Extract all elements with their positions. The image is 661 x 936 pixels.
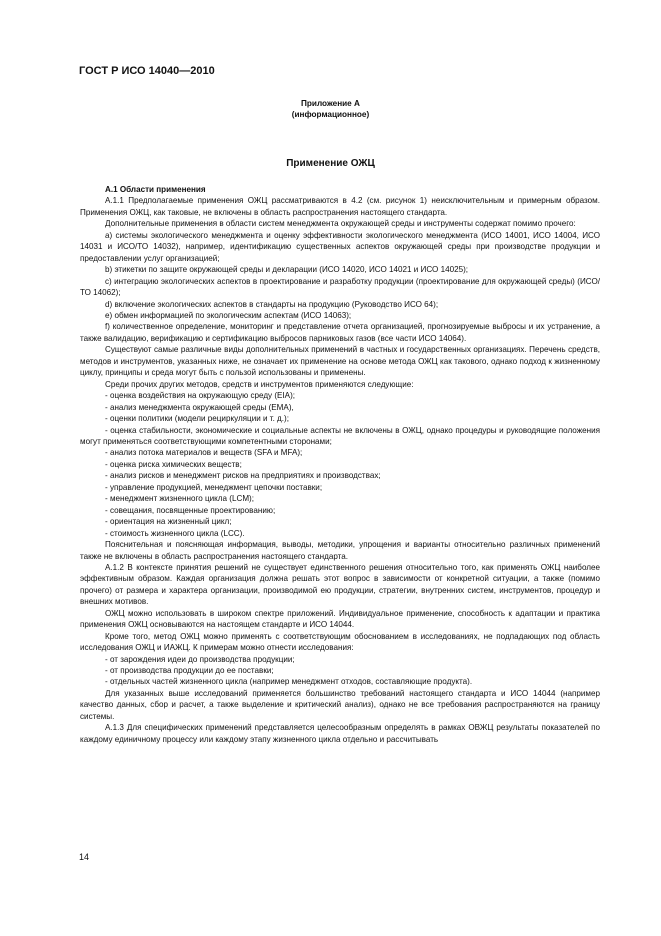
list-item: - стоимость жизненного цикла (LCC). (105, 528, 245, 538)
annex-heading (0, 98, 661, 120)
list-item: - отдельных частей жизненного цикла (например менеджмент отходов, составляющие продукта). (105, 677, 473, 687)
annex-subtitle: (информационное) (291, 110, 370, 119)
paragraph: А.1.3 Для специфических применений представляется целесообразным определять в рамках ОВЖЦ результаты показателей по каждому единичному процессу или каждому этапу жизненного цикла отдельно и рассчитывать (80, 723, 600, 744)
list-item: d) включение экологических аспектов в стандарты на продукцию (Руководство ИСО 64); (105, 299, 439, 309)
list-item: - управление продукцией, менеджмент цепочки поставки; (105, 482, 323, 492)
paragraph: Для указанных выше исследований применяется большинство требований настоящего стандарта и ИСО 14044 (например качество данных, сбор и расчет, а также выделение и критический анализ), однако не все требования распространяются на границу системы. (80, 688, 600, 721)
annex-title: Приложение А (301, 99, 360, 108)
paragraph: ОЖЦ можно использовать в широком спектре приложений. Индивидуальное применение, способность к адаптации и практика применения ОЖЦ основываются на настоящем стандарте и ИСО 14044. (80, 608, 600, 630)
list-item: - оценка риска химических веществ; (105, 459, 242, 469)
list-item: - ориентация на жизненный цикл; (105, 517, 232, 527)
paragraph: Среди прочих других методов, средств и инструментов применяются следующие: (105, 379, 414, 389)
list-item: - анализ потока материалов и веществ (SFA и MFA); (105, 448, 303, 458)
paragraph: Кроме того, метод ОЖЦ можно применять с соответствующим обоснованием в исследованиях, не подпадающих под область исследования ОЖЦ и ИАЖЦ. К примерам можно отнести исследования: (80, 631, 600, 653)
document-header: ГОСТ Р ИСО 14040—2010 (79, 65, 215, 77)
paragraph: А.1.2 В контексте принятия решений не существует единственного решения относительно того, как применять ОЖЦ наиболее эффективным образом. Каждая организация должна решать этот вопрос в зависимости от конкретной ситуации, а также (помимо прочего) от размера и характера организации, производимой ею продукции, стратегии, внутренних систем, инструментов, процедур и внешних мотивов. (80, 562, 600, 607)
paragraph: Дополнительные применения в области систем менеджмента окружающей среды и инструменты содержат помимо прочего: (105, 219, 576, 229)
list-item: b) этикетки по защите окружающей среды и декларации (ИСО 14020, ИСО 14021 и ИСО 14025); (105, 265, 469, 275)
list-item: c) интеграцию экологических аспектов в проектирование и разработку продукции (проектирование для окружающей среды) (ИСО/ТО 14062); (80, 276, 600, 298)
paragraph: Пояснительная и поясняющая информация, выводы, методики, упрощения и варианты относительно различных применений также не включены в область распространения настоящего стандарта. (80, 540, 600, 561)
paragraph: Существуют самые различные виды дополнительных применений в частных и государственных организациях. Перечень средств, методов и инструментов, указанных ниже, не означает их применение на основе метода ОЖЦ как такового, однако подход к жизненному циклу, принципы и среда могут быть с пользой использованы и применены. (80, 345, 600, 378)
list-item: f) количественное определение, мониторинг и представление отчета организацией, прогнозируемые выбросы и их устранение, а также валидацию, верификацию и сертификацию выбросов парниковых газов (все части ИСО 14064). (80, 322, 600, 343)
list-item: e) обмен информацией по экологическим аспектам (ИСО 14063); (105, 310, 352, 320)
list-item: а) системы экологического менеджмента и оценку эффективности экологического менеджмента (ИСО 14001, ИСО 14004, ИСО 14031 и ИСО/ТО 14032), например, идентификацию существенных аспектов окружающей среды при производстве продукции и предоставлении услуг организацией; (80, 230, 600, 263)
paragraph: А.1.1 Предполагаемые применения ОЖЦ рассматриваются в 4.2 (см. рисунок 1) неисключительным и примерным образом. Применения ОЖЦ, как таковые, не включены в область распространения настоящего стандарта. (80, 196, 600, 217)
list-item: - от зарождения идеи до производства продукции; (105, 654, 295, 664)
document-body (80, 184, 600, 745)
list-item: - оценка стабильности, экономические и социальные аспекты не включены в ОЖЦ, однако процедуры и руководящие положения могут применяться соответствующими компетентными сторонами; (80, 425, 600, 446)
section-heading: А.1 Области применения (105, 185, 206, 194)
page-title: Применение ОЖЦ (286, 158, 375, 169)
list-item: - анализ рисков и менеджмент рисков на предприятиях и производствах; (105, 471, 381, 481)
list-item: - анализ менеджмента окружающей среды (EMA), (105, 402, 294, 412)
list-item: - оценка воздействия на окружающую среду (EIA); (105, 391, 296, 401)
list-item: - от производства продукции до ее поставки; (105, 666, 274, 676)
list-item: - менеджмент жизненного цикла (LCM); (105, 494, 255, 504)
list-item: - оценки политики (модели рециркуляции и т. д.); (105, 414, 289, 424)
page-number: 14 (79, 852, 90, 862)
list-item: - совещания, посвященные проектированию; (105, 505, 276, 515)
